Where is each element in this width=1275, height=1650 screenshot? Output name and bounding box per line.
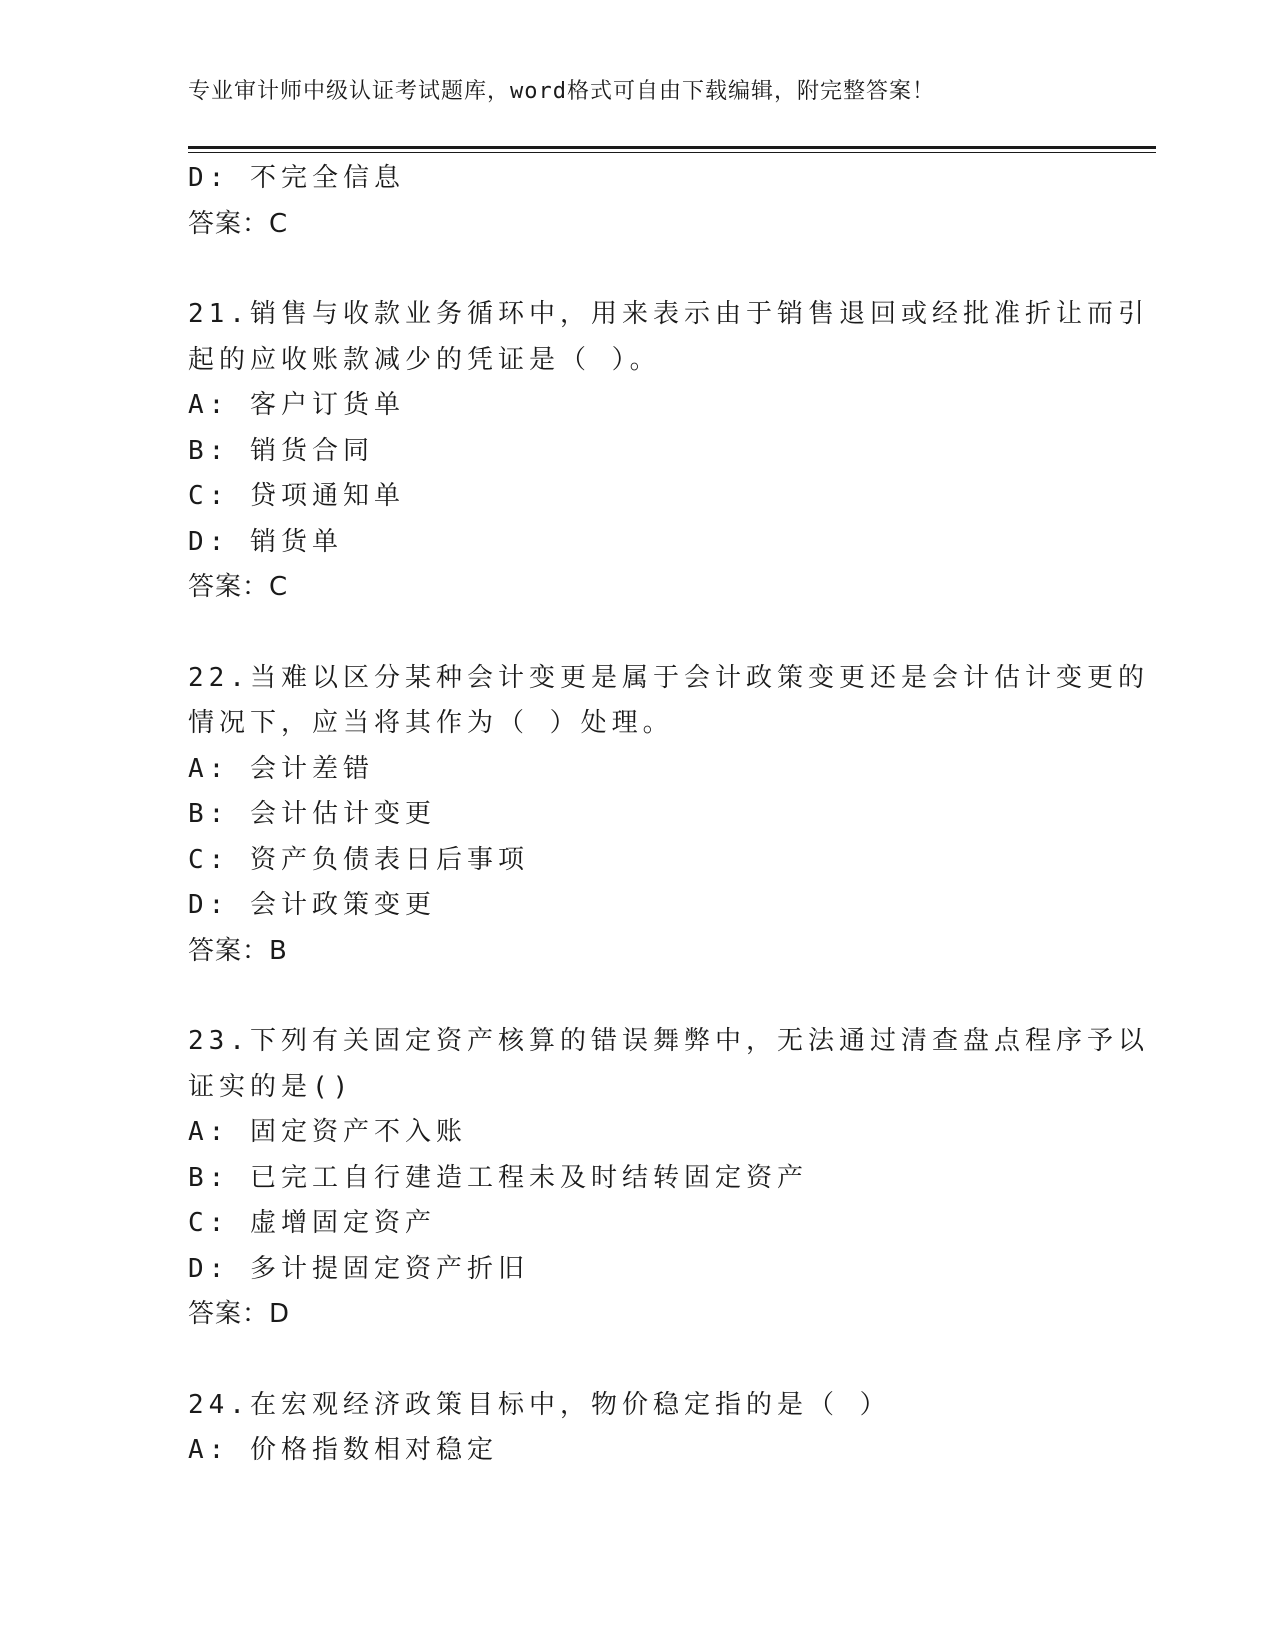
question-stem-line: 证实的是() [188, 1071, 354, 1102]
header-divider-thin [188, 152, 1156, 153]
question-list [188, 156, 1149, 1474]
option-d: D: 会计政策变更 [188, 890, 436, 920]
answer-line: 答案：B [188, 935, 288, 966]
previous-question-tail [188, 156, 1088, 247]
option-c: C: 资产负债表日后事项 [188, 844, 529, 875]
answer-line: 答案：C [188, 208, 289, 239]
option-d: D: 不完全信息 [188, 163, 405, 193]
option-a: A: 客户订货单 [188, 390, 405, 420]
option-b: B: 会计估计变更 [188, 799, 436, 829]
option-d: D: 多计提固定资产折旧 [188, 1253, 529, 1284]
header-divider-thick [188, 146, 1156, 149]
answer-line: 答案：D [188, 1299, 291, 1329]
option-a: A: 价格指数相对稳定 [188, 1435, 498, 1465]
question-stem-line: 情况下，应当将其作为（ ）处理。 [188, 708, 674, 738]
question-21 [188, 292, 1149, 611]
option-d: D: 销货单 [188, 526, 343, 557]
question-stem-line: 21.销售与收款业务循环中，用来表示由于销售退回或经批准折让而引 [188, 299, 1149, 329]
answer-line: 答案：C [188, 572, 289, 602]
page-header-title: 专业审计师中级认证考试题库，word格式可自由下载编辑，附完整答案！ [188, 79, 935, 104]
question-22 [188, 656, 1149, 975]
question-stem-line: 起的应收账款减少的凭证是（ ）。 [188, 344, 661, 375]
option-c: C: 虚增固定资产 [188, 1208, 436, 1238]
question-24 [188, 1383, 1088, 1474]
option-a: A: 固定资产不入账 [188, 1117, 467, 1147]
question-stem-line: 24.在宏观经济政策目标中，物价稳定指的是（ ） [188, 1389, 891, 1420]
option-b: B: 销货合同 [188, 435, 374, 466]
option-a: A: 会计差错 [188, 753, 374, 784]
question-23 [188, 1019, 1149, 1338]
option-b: B: 已完工自行建造工程未及时结转固定资产 [188, 1162, 808, 1193]
question-stem-line: 23.下列有关固定资产核算的错误舞弊中，无法通过清查盘点程序予以 [188, 1026, 1149, 1056]
option-c: C: 贷项通知单 [188, 481, 405, 511]
question-stem-line: 22.当难以区分某种会计变更是属于会计政策变更还是会计估计变更的 [188, 662, 1149, 693]
